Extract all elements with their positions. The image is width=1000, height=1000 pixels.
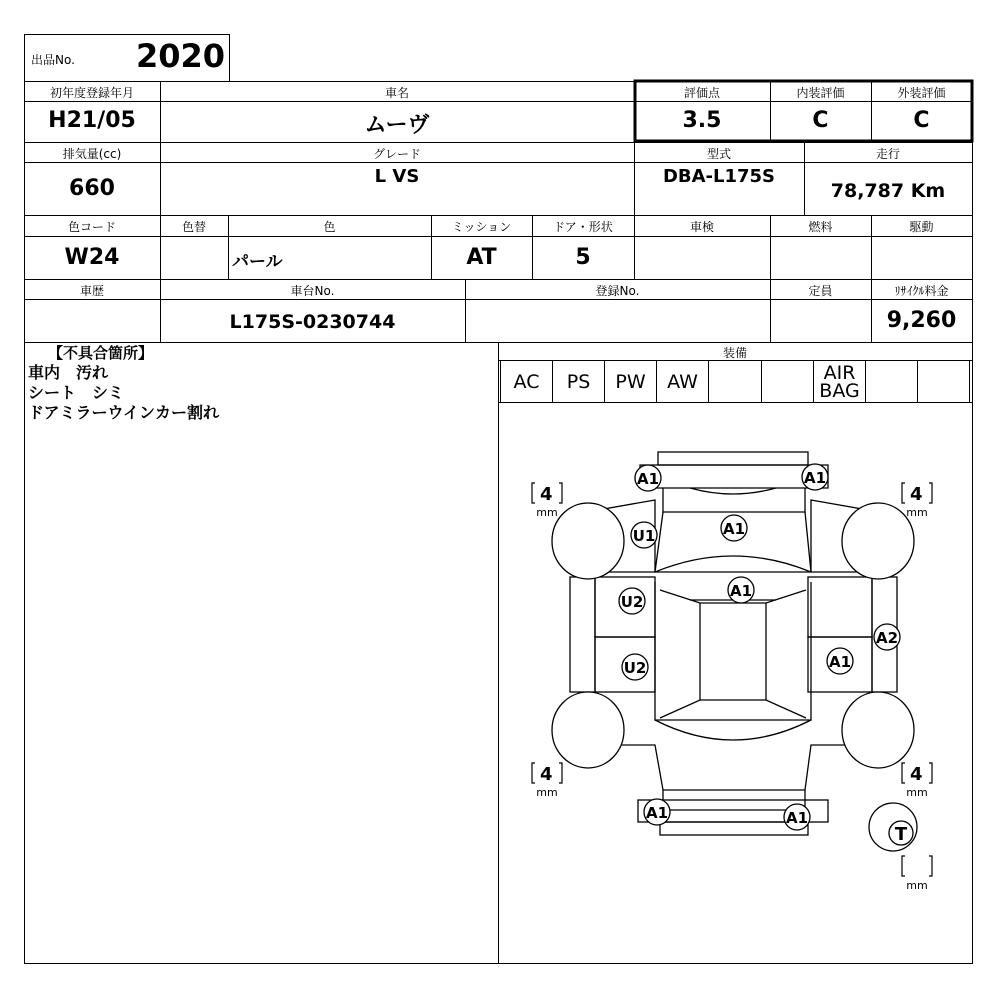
tread-depth-spare bbox=[902, 856, 932, 892]
fuel-label: 燃料 bbox=[808, 220, 833, 234]
equipment-cell: AC bbox=[500, 361, 552, 403]
damage-mark bbox=[619, 588, 645, 614]
recycle-value: 9,260 bbox=[886, 308, 957, 333]
wheel-rl bbox=[552, 692, 624, 768]
tread-depth-rl bbox=[532, 763, 562, 799]
model-label: 型式 bbox=[706, 147, 731, 161]
score-label: 評価点 bbox=[683, 86, 720, 100]
svg-text:A1: A1 bbox=[645, 804, 669, 822]
color-value: パール bbox=[232, 252, 283, 272]
damage-mark bbox=[802, 464, 828, 490]
wheels bbox=[552, 503, 917, 851]
color-label: 色 bbox=[323, 220, 336, 234]
tread-depth-fr bbox=[902, 483, 932, 519]
score-value: 3.5 bbox=[682, 108, 722, 133]
svg-text:mm: mm bbox=[536, 506, 558, 519]
chassis-label: 車台No. bbox=[290, 284, 335, 298]
svg-text:A1: A1 bbox=[729, 582, 753, 600]
equipment-cell: AIR BAG bbox=[813, 361, 865, 403]
mileage-value: 78,787 Km bbox=[830, 180, 946, 202]
svg-text:U2: U2 bbox=[623, 659, 647, 677]
history-label: 車歴 bbox=[79, 284, 104, 298]
chassis-value: L175S-0230744 bbox=[229, 311, 396, 333]
car-name-value: ムーヴ bbox=[364, 113, 430, 138]
defects-title: 【不具合箇所】 bbox=[48, 344, 154, 362]
wheel-rr bbox=[842, 692, 914, 768]
wheel-fl bbox=[552, 503, 624, 579]
equipment-cell: AW bbox=[656, 361, 708, 403]
damage-mark bbox=[784, 804, 810, 830]
defect-line: ドアミラーウインカー割れ bbox=[28, 403, 220, 422]
damage-mark bbox=[644, 799, 670, 825]
color-code-value: W24 bbox=[64, 245, 120, 270]
svg-text:A1: A1 bbox=[636, 470, 660, 488]
capacity-label: 定員 bbox=[808, 284, 833, 298]
wheel-fr bbox=[842, 503, 914, 579]
color-code-label: 色コード bbox=[67, 220, 116, 234]
svg-text:4: 4 bbox=[910, 764, 923, 785]
svg-text:A1: A1 bbox=[785, 809, 809, 827]
svg-text:U1: U1 bbox=[632, 527, 656, 545]
reg-label: 登録No. bbox=[595, 284, 640, 298]
drive-label: 駆動 bbox=[909, 220, 934, 234]
svg-text:mm: mm bbox=[906, 506, 928, 519]
model-value: DBA-L175S bbox=[662, 166, 776, 187]
svg-text:mm: mm bbox=[906, 879, 928, 892]
repaint-label: 色替 bbox=[181, 220, 206, 234]
mileage-label: 走行 bbox=[875, 147, 900, 161]
mission-value: AT bbox=[466, 245, 497, 270]
door-value: 5 bbox=[575, 245, 591, 270]
equipment-cell: PW bbox=[604, 361, 656, 403]
svg-text:A1: A1 bbox=[828, 653, 852, 671]
svg-text:A2: A2 bbox=[875, 629, 899, 647]
lot-label: 出品No. bbox=[31, 53, 75, 67]
tread-depth-rr bbox=[902, 763, 932, 799]
recycle-label: ﾘｻｲｸﾙ料金 bbox=[894, 284, 949, 298]
interior-value: C bbox=[812, 108, 829, 133]
svg-text:4: 4 bbox=[540, 484, 553, 505]
defect-line: 車内 汚れ bbox=[28, 363, 109, 382]
lot-number: 2020 bbox=[135, 37, 225, 75]
svg-text:mm: mm bbox=[536, 786, 558, 799]
door-label: ドア・形状 bbox=[553, 220, 613, 234]
damage-mark bbox=[635, 465, 661, 491]
defect-line: シート シミ bbox=[28, 383, 125, 402]
interior-label: 内装評価 bbox=[796, 86, 845, 100]
svg-text:4: 4 bbox=[910, 484, 923, 505]
inspection-label: 車検 bbox=[689, 220, 714, 234]
damage-mark bbox=[631, 522, 657, 548]
damage-mark bbox=[721, 515, 747, 541]
equipment-cell: PS bbox=[552, 361, 604, 403]
damage-mark bbox=[827, 648, 853, 674]
tread-depth-fl bbox=[532, 483, 562, 519]
year-label: 初年度登録年月 bbox=[49, 86, 134, 100]
exterior-value: C bbox=[913, 108, 930, 133]
damage-mark bbox=[728, 577, 754, 603]
grade-value: L VS bbox=[374, 166, 420, 187]
grade-label: グレード bbox=[372, 147, 421, 161]
svg-text:4: 4 bbox=[540, 764, 553, 785]
mission-label: ミッション bbox=[451, 220, 512, 234]
spare-tire-mark bbox=[889, 821, 913, 845]
svg-text:T: T bbox=[894, 824, 908, 845]
exterior-label: 外装評価 bbox=[897, 86, 946, 100]
equipment-title: 装備 bbox=[722, 346, 747, 360]
svg-text:A1: A1 bbox=[803, 469, 827, 487]
car-outline bbox=[570, 452, 897, 835]
displacement-label: 排気量(cc) bbox=[62, 147, 122, 161]
car-name-label: 車名 bbox=[384, 86, 409, 100]
displacement-value: 660 bbox=[69, 176, 115, 201]
svg-text:U2: U2 bbox=[620, 593, 644, 611]
first-registration-value: H21/05 bbox=[48, 108, 136, 133]
damage-mark bbox=[874, 624, 900, 650]
damage-mark bbox=[622, 654, 648, 680]
svg-text:A1: A1 bbox=[722, 520, 746, 538]
svg-text:mm: mm bbox=[906, 786, 928, 799]
